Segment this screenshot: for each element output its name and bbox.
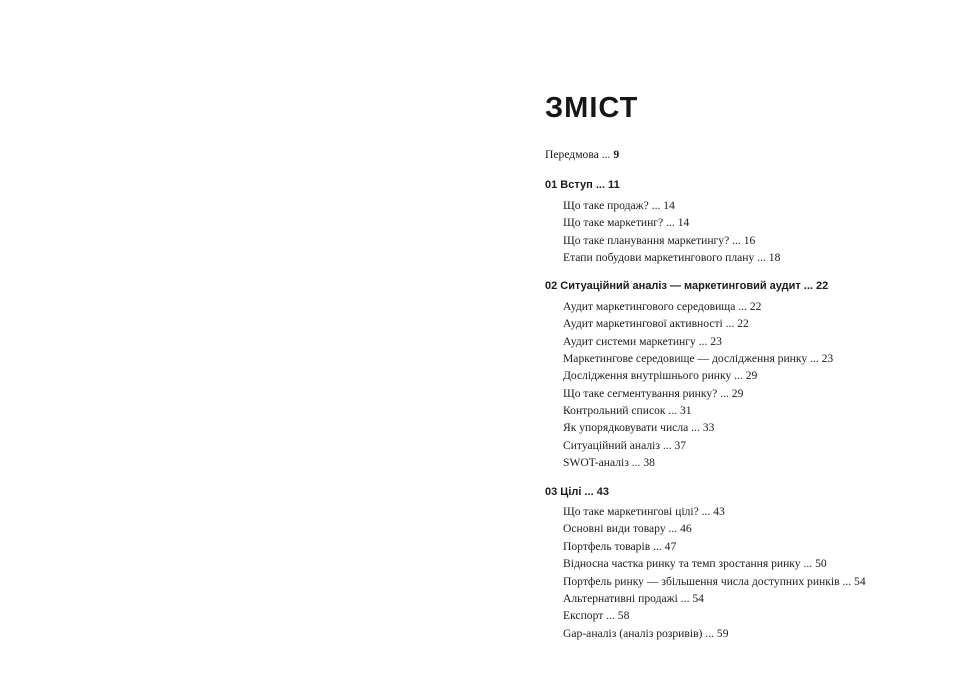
toc-entry: Портфель ринку — збільшення числа доступних ринків ... 54	[563, 574, 866, 588]
toc-entry: Контрольний список ... 31	[563, 404, 692, 418]
toc-entry: Що таке сегментування ринку? ... 29	[563, 386, 744, 400]
toc-entry: Що таке продаж? ... 14	[563, 198, 675, 212]
toc-entry: Основні види товару ... 46	[563, 522, 692, 536]
toc-entry: Експорт ... 58	[563, 609, 630, 623]
toc-entry: Ситуаційний аналіз ... 37	[563, 438, 687, 452]
toc-entry: Аудит маркетингової активності ... 22	[563, 317, 749, 331]
toc-entry: Дослідження внутрішнього ринку ... 29	[563, 369, 758, 383]
toc-entry: Етапи побудови маркетингового плану ... 18	[563, 250, 781, 264]
chapter-heading: 01 Вступ ... 11	[545, 179, 620, 192]
chapter-03	[545, 484, 945, 643]
toc-entry: Як упорядковувати числа ... 33	[563, 421, 715, 435]
toc-entry: Відносна частка ринку та темп зростання ринку ... 50	[563, 557, 827, 571]
section-gap	[545, 266, 945, 278]
toc-entry: Що таке маркетинг? ... 14	[563, 216, 690, 230]
preface-label: Передмова	[545, 148, 599, 161]
toc-entry: Аудит маркетингового середовища ... 22	[563, 299, 762, 313]
chapter-heading: 03 Цілі ... 43	[545, 485, 609, 498]
page-title: ЗМІСТ	[545, 92, 639, 124]
chapter-heading: 02 Ситуаційний аналіз — маркетинговий аудит ... 22	[545, 280, 829, 293]
toc-entry: Маркетингове середовище — дослідження ринку ... 23	[563, 351, 834, 365]
toc-entry: SWOT-аналіз ... 38	[563, 456, 655, 470]
chapter-01	[545, 177, 945, 266]
table-of-contents	[545, 146, 945, 642]
toc-entry: Аудит системи маркетингу ... 23	[563, 334, 722, 348]
preface-page: 9	[613, 148, 620, 161]
preface-sep: ...	[601, 148, 611, 161]
toc-entry: Що таке маркетингові цілі? ... 43	[563, 505, 725, 519]
toc-entry: Альтернативні продажі ... 54	[563, 591, 704, 605]
chapter-02	[545, 278, 945, 471]
toc-entry: Що таке планування маркетингу? ... 16	[563, 233, 756, 247]
section-gap	[545, 472, 945, 484]
toc-entry: Gap-аналіз (аналіз розривів) ... 59	[563, 626, 729, 640]
toc-entry-preface	[545, 146, 945, 163]
toc-entry: Портфель товарів ... 47	[563, 539, 677, 553]
